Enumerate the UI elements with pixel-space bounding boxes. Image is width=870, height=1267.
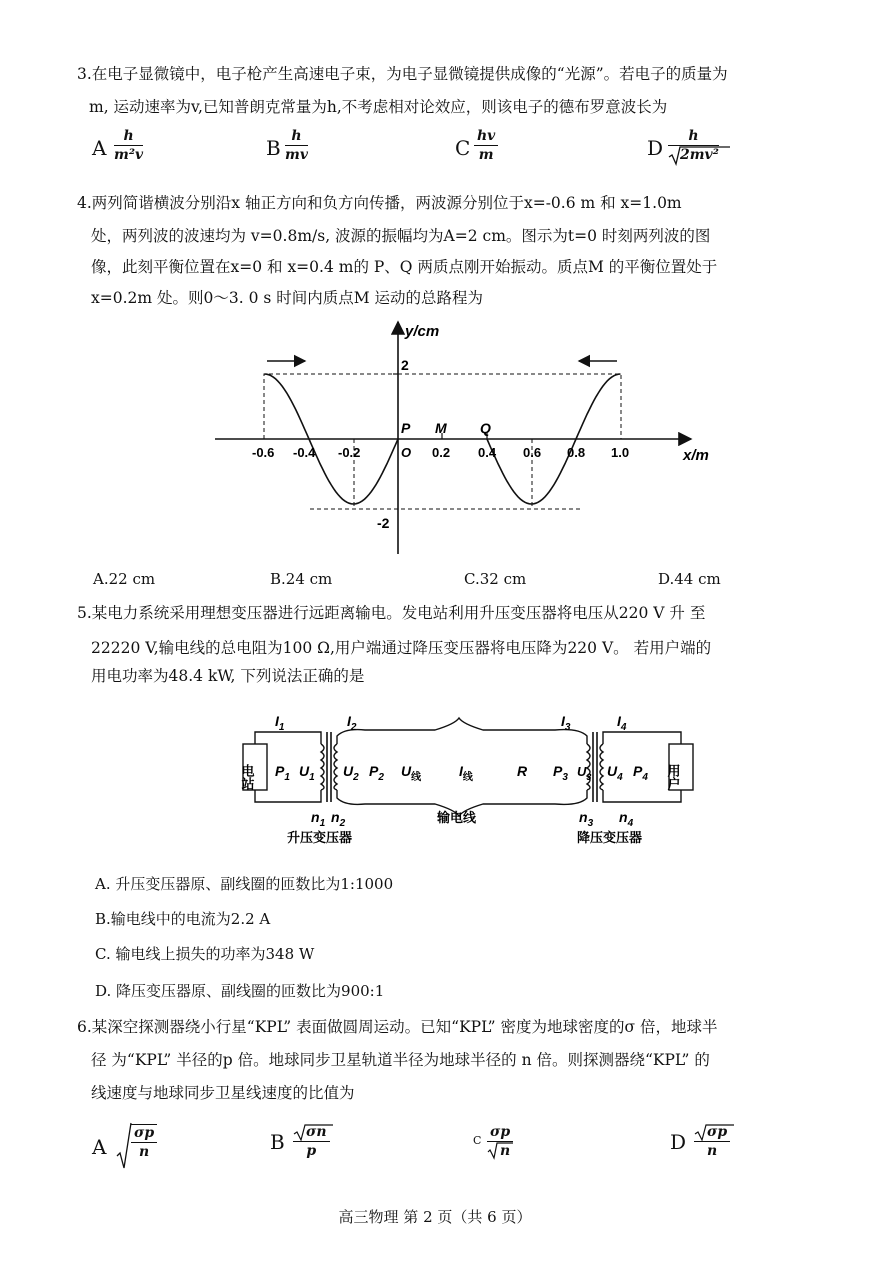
option-letter: C bbox=[473, 1134, 482, 1147]
q6-line-1: 6.某深空探测器绕小行星“KPL” 表面做圆周运动。已知“KPL” 密度为地球密度的σ 倍，地球半 bbox=[77, 1018, 718, 1036]
sqrt-sign bbox=[668, 146, 730, 166]
option-letter: C bbox=[455, 136, 471, 160]
tick-label: -0.4 bbox=[293, 445, 316, 460]
q4-line-2: 处，两列波的波速均为 v=0.8m/s, 波源的振幅均为A=2 cm。图示为t=0 时刻两列波的图 bbox=[91, 227, 711, 245]
y-axis-label: y/cm bbox=[405, 323, 440, 340]
q4-option-d[interactable]: D.44 cm bbox=[658, 570, 721, 588]
fraction: $\frac{h}{\text{2mv²}}$ bbox=[668, 128, 719, 163]
station-label: 电站 bbox=[239, 764, 255, 790]
q5-line-3: 用电功率为48.4 kW, 下列说法正确的是 bbox=[91, 667, 365, 685]
svg-text:U1: $U_1$ bbox=[299, 763, 315, 783]
q5-option-b[interactable]: B.输电线中的电流为2.2 A bbox=[95, 910, 271, 928]
tick-label: O bbox=[401, 445, 412, 460]
fraction: $\frac{\sigma n}{p}$ bbox=[293, 1124, 330, 1159]
transmission-circuit bbox=[235, 710, 705, 850]
tick-label: 2 bbox=[401, 357, 409, 373]
option-letter: A bbox=[92, 136, 107, 160]
point-label-P: P bbox=[401, 420, 411, 436]
fraction: $\frac{\sigma p}{n}$ bbox=[131, 1124, 157, 1160]
svg-text:P3: $P_3$ bbox=[553, 763, 568, 783]
svg-text:U4: $U_4$ bbox=[607, 763, 623, 783]
q4-option-a[interactable]: A.22 cm bbox=[93, 570, 156, 588]
q4-option-c[interactable]: C.32 cm bbox=[464, 570, 527, 588]
q5-option-a[interactable]: A. 升压变压器原、副线圈的匝数比为1:1000 bbox=[95, 875, 394, 893]
option-letter: D bbox=[670, 1130, 687, 1154]
svg-text:n1: $n_1$ bbox=[311, 809, 326, 829]
svg-text:n4: $n_4$ bbox=[619, 809, 634, 829]
svg-text:I线: $I_线$ bbox=[459, 763, 473, 783]
option-letter: B bbox=[266, 136, 281, 160]
svg-text:I4: $I_4$ bbox=[617, 713, 627, 733]
wave-graph bbox=[215, 318, 715, 558]
line-label: 输电线 bbox=[437, 810, 477, 825]
page-footer: 高三物理 第 2 页（共 6 页） bbox=[338, 1208, 532, 1226]
svg-text:I2: $I_2$ bbox=[347, 713, 357, 733]
point-label-M: M bbox=[435, 420, 447, 436]
q4-line-4: x=0.2m 处。则0～3. 0 s 时间内质点M 运动的总路程为 bbox=[91, 289, 484, 307]
tick-label: 0.4 bbox=[478, 445, 497, 460]
q3-line-2: m, 运动速率为v,已知普朗克常量为h,不考虑相对论效应，则该电子的德布罗意波长为 bbox=[89, 98, 668, 116]
svg-text:P2: $P_2$ bbox=[369, 763, 384, 783]
tick-label: 0.8 bbox=[567, 445, 586, 460]
q4-line-1: 4.两列简谐横波分别沿x 轴正方向和负方向传播，两波源分别位于x=-0.6 m 和 x=1.0m bbox=[77, 194, 682, 212]
point-label-Q: Q bbox=[480, 420, 491, 436]
step-up-label: 升压变压器 bbox=[287, 830, 353, 845]
q5-option-c[interactable]: C. 输电线上损失的功率为348 W bbox=[95, 945, 315, 963]
svg-text:n2: $n_2$ bbox=[331, 809, 346, 829]
fraction: $\frac{h}{mv}$ bbox=[285, 128, 308, 163]
svg-text:U2: $U_2$ bbox=[343, 763, 359, 783]
fraction: $\frac{\sigma p}{n}$ bbox=[694, 1124, 730, 1159]
fraction: $\frac{h}{\text{m²v}}$ bbox=[114, 128, 144, 163]
fraction: $\frac{\sigma p}{n}$ bbox=[487, 1124, 513, 1159]
step-up-secondary-coil bbox=[334, 744, 337, 790]
left-dashed-box bbox=[264, 374, 398, 439]
tick-label: -0.2 bbox=[338, 445, 361, 460]
svg-text:P4: $P_4$ bbox=[633, 763, 648, 783]
q6-line-2: 径 为“KPL” 半径的p 倍。地球同步卫星轨道半径为地球半径的 n 倍。则探测器绕“KPL” 的 bbox=[91, 1051, 710, 1069]
q5-option-d[interactable]: D. 降压变压器原、副线圈的匝数比为900:1 bbox=[95, 982, 385, 1000]
q5-line-1: 5.某电力系统采用理想变压器进行远距离输电。发电站利用升压变压器将电压从220 V 升 至 bbox=[77, 604, 706, 622]
svg-text:I3: $I_3$ bbox=[561, 713, 571, 733]
q4-line-3: 像，此刻平衡位置在x=0 和 x=0.4 m的 P、Q 两质点刚开始振动。质点M 的平衡位置处于 bbox=[91, 258, 718, 276]
tick-label: -2 bbox=[377, 515, 390, 531]
sqrt-sign bbox=[116, 1122, 132, 1170]
primary-loop bbox=[255, 732, 321, 744]
tick-label: 0.2 bbox=[432, 445, 451, 460]
sqrt-sign bbox=[293, 1124, 333, 1142]
tick-label: -0.6 bbox=[252, 445, 275, 460]
x-axis-label: x/m bbox=[683, 447, 709, 464]
q6-line-3: 线速度与地球同步卫星线速度的比值为 bbox=[91, 1084, 355, 1102]
svg-text:n3: $n_3$ bbox=[579, 809, 594, 829]
q3-line-1: 3.在电子显微镜中，电子枪产生高速电子束，为电子显微镜提供成像的“光源”。若电子的质量为 bbox=[77, 65, 728, 83]
svg-text:I1: $I_1$ bbox=[275, 713, 285, 733]
svg-text:U3: $U_3$ bbox=[577, 764, 592, 782]
q5-line-2: 22220 V,输电线的总电阻为100 Ω,用户端通过降压变压器将电压降为220 V。 若用户端的 bbox=[91, 639, 712, 657]
svg-text:P1: $P_1$ bbox=[275, 763, 290, 783]
option-letter: A bbox=[92, 1135, 107, 1159]
svg-text:R: R bbox=[517, 763, 528, 779]
option-letter: D bbox=[647, 136, 664, 160]
upper-line bbox=[337, 718, 587, 744]
step-down-secondary-coil bbox=[600, 744, 603, 790]
sqrt-sign bbox=[694, 1124, 734, 1142]
sqrt-sign bbox=[487, 1142, 513, 1160]
tick-label: 0.6 bbox=[523, 445, 542, 460]
tick-label: 1.0 bbox=[611, 445, 630, 460]
step-down-label: 降压变压器 bbox=[577, 830, 643, 845]
step-down-primary-coil bbox=[587, 744, 590, 790]
option-letter: B bbox=[270, 1130, 285, 1154]
right-dashed-box bbox=[398, 374, 621, 439]
fraction: $\frac{hv}{m}$ bbox=[474, 128, 498, 163]
svg-text:U线: $U_线$ bbox=[401, 763, 422, 783]
step-up-primary-coil bbox=[321, 744, 324, 790]
user-label: 用户 bbox=[665, 764, 681, 790]
q4-option-b[interactable]: B.24 cm bbox=[270, 570, 333, 588]
